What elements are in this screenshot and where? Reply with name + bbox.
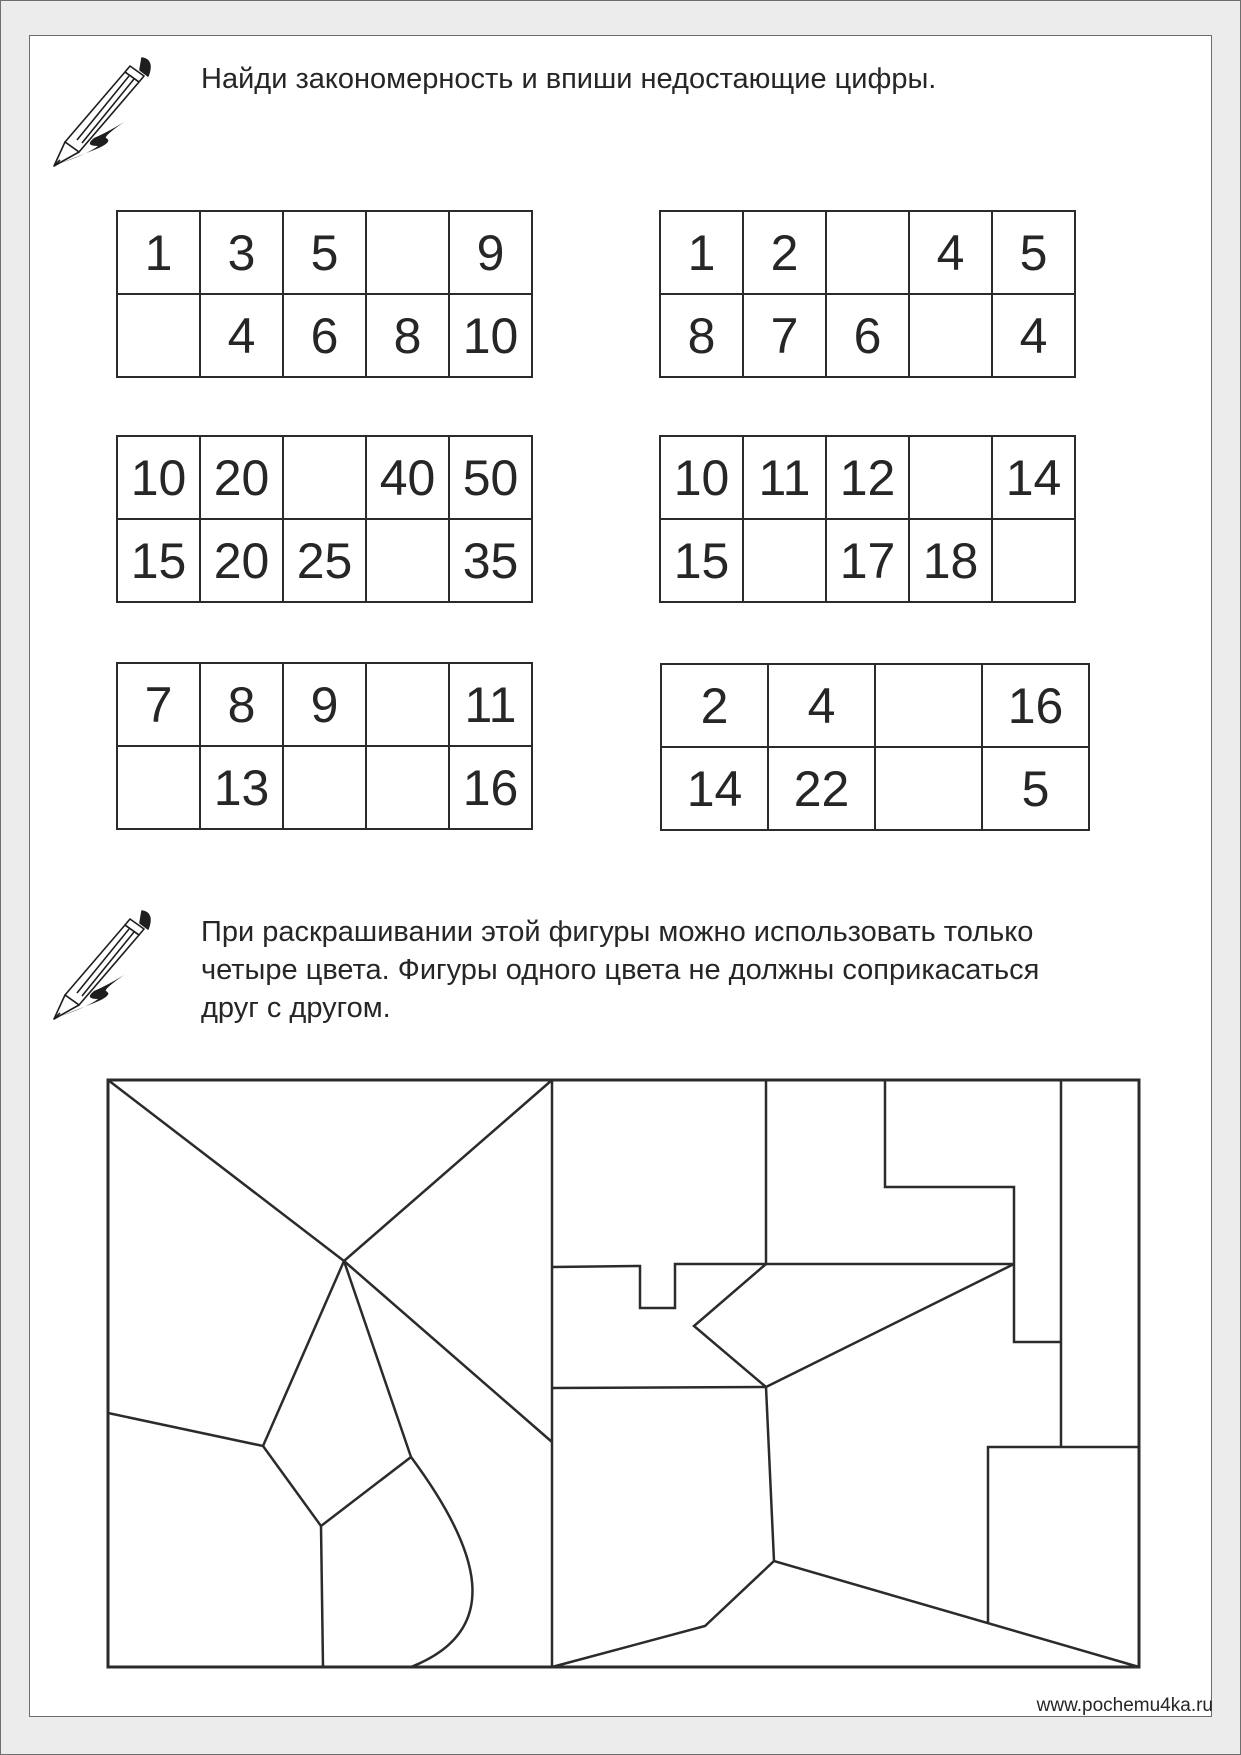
number-cell: 9	[283, 663, 366, 746]
region-edge	[694, 1264, 1014, 1387]
figure-outline	[108, 1080, 1139, 1667]
number-cell: 20	[200, 519, 283, 602]
number-cell: 8	[200, 663, 283, 746]
region-edge	[321, 1526, 323, 1667]
number-cell: 5	[982, 747, 1089, 830]
number-cell: 17	[826, 519, 909, 602]
region-curve	[411, 1457, 472, 1667]
number-cell: 12	[826, 436, 909, 519]
task2-instruction-line-3: друг с другом.	[201, 992, 391, 1024]
task2-instruction-line-2: четыре цвета. Фигуры одного цвета не должны соприкасаться	[201, 954, 1040, 986]
number-cell: 35	[449, 519, 532, 602]
number-cell: 14	[992, 436, 1075, 519]
number-cell: 1	[660, 211, 743, 294]
number-cell: 5	[992, 211, 1075, 294]
number-cell: 18	[909, 519, 992, 602]
number-cell: 1	[117, 211, 200, 294]
number-cell: 4	[992, 294, 1075, 377]
region-edge	[108, 1080, 552, 1261]
number-cell: 10	[660, 436, 743, 519]
number-cell: 8	[660, 294, 743, 377]
number-cell: 11	[449, 663, 532, 746]
number-cell: 11	[743, 436, 826, 519]
number-cell: 4	[909, 211, 992, 294]
number-cell: 15	[660, 519, 743, 602]
number-cell: 25	[283, 519, 366, 602]
number-cell: 2	[661, 664, 768, 747]
number-cell: 16	[449, 746, 532, 829]
number-cell: 20	[200, 436, 283, 519]
number-cell: 13	[200, 746, 283, 829]
site-url: www.pochemu4ka.ru	[1036, 1695, 1213, 1716]
number-cell: 6	[283, 294, 366, 377]
number-cell: 22	[768, 747, 875, 830]
number-cell: 7	[743, 294, 826, 377]
region-edge	[552, 1561, 1139, 1667]
number-cell: 4	[200, 294, 283, 377]
number-cell: 7	[117, 663, 200, 746]
task1-instruction: Найди закономерность и впиши недостающие цифры.	[201, 63, 937, 95]
number-cell: 6	[826, 294, 909, 377]
number-cell: 16	[982, 664, 1089, 747]
region-edge	[108, 1261, 344, 1446]
number-cell: 15	[117, 519, 200, 602]
number-cell: 2	[743, 211, 826, 294]
number-cell: 5	[283, 211, 366, 294]
number-cell: 9	[449, 211, 532, 294]
region-edge	[885, 1080, 1061, 1342]
number-cell: 10	[117, 436, 200, 519]
number-cell: 8	[366, 294, 449, 377]
number-cell: 50	[449, 436, 532, 519]
number-cell: 40	[366, 436, 449, 519]
region-edge	[552, 1264, 1014, 1308]
number-cell: 4	[768, 664, 875, 747]
number-cell: 10	[449, 294, 532, 377]
task2-instruction-line-1: При раскрашивании этой фигуры можно использовать только	[201, 916, 1034, 948]
region-edge	[988, 1447, 1139, 1623]
region-edge	[552, 1387, 774, 1561]
number-cell: 14	[661, 747, 768, 830]
number-cell: 3	[200, 211, 283, 294]
